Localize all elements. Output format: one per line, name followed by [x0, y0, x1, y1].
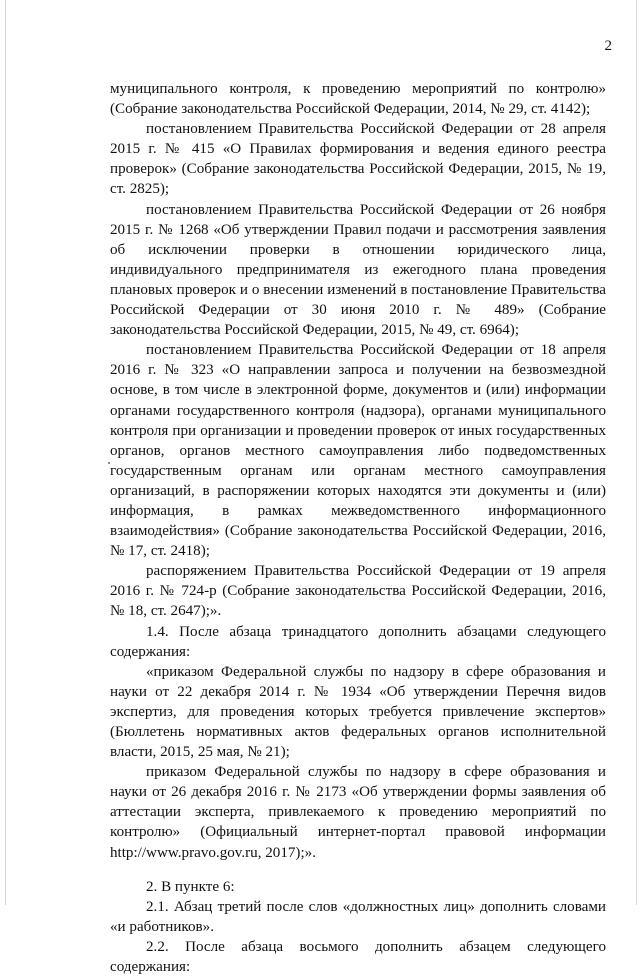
- scan-edge-left: [5, 0, 6, 905]
- paragraph: 1.4. После абзаца тринадцатого дополнить абзацами следующего содержания:: [110, 623, 606, 660]
- paragraph: постановлением Правительства Российской Федерации от 26 ноября 2015 г. № 1268 «Об утверждении Правил подачи и рассмотрения заявления об исключении проверки в отношении юридического лица, индивидуального предпринимателя из ежегодного плана проведения плановых проверок и о внесении изменений в постановление Правительства Российской Федерации от 30 июня 2010 г. № 489» (Собрание законодательства Российской Федерации, 2015, № 49, ст. 6964);: [110, 201, 606, 339]
- paragraph: «приказом Федеральной службы по надзору в сфере образования и науки от 22 декабря 2014 г. № 1934 «Об утверждении Перечня видов экспертиз, для проведения которых требуется привлечение экспертов» (Бюллетень нормативных актов федеральных органов исполнительной власти, 2015, 25 мая, № 21);: [110, 663, 606, 761]
- scan-edge-right: [636, 0, 637, 905]
- paragraph: приказом Федеральной службы по надзору в сфере образования и науки от 26 декабря 2016 г. № 2173 «Об утверждении формы заявления об аттестации эксперта, привлекаемого к проведению мероприятий по контролю» (Официальный интернет-портал правовой информации http://www.pravo.gov.ru, 2017);».: [110, 764, 606, 861]
- page-number: 2: [604, 38, 612, 54]
- paragraph: постановлением Правительства Российской Федерации от 18 апреля 2016 г. № 323 «О направлении запроса и получении на безвозмездной основе, в том числе в электронной форме, документов и (или) информации органами государственного контроля (надзора), органами муниципального контроля при организации и проведении проверок от иных государственных органов, органов местного самоуправления либо подведомственных государственным органам или органам местного самоуправления организаций, в распоряжении которых находятся эти документы и (или) информация, в рамках межведомственного информационного взаимодействия» (Собрание законодательства Российской Федерации, 2016, № 17, ст. 2418);: [110, 342, 606, 560]
- paragraph: 2.2. После абзаца восьмого дополнить абзацем следующего содержания:: [110, 938, 606, 976]
- paragraph: 2.1. Абзац третий после слов «должностных лиц» дополнить словами «и работников».: [110, 898, 606, 935]
- document-body: [110, 79, 606, 977]
- paragraph: 2. В пункте 6:: [146, 878, 235, 895]
- paragraph: муниципального контроля, к проведению мероприятий по контролю» (Собрание законодательства Российской Федерации, 2014, № 29, ст. 4142);: [110, 81, 606, 118]
- paragraph: распоряжением Правительства Российской Федерации от 19 апреля 2016 г. № 724-р (Собрание законодательства Российской Федерации, 2016, № 18, ст. 2647);».: [110, 563, 606, 620]
- paragraph: постановлением Правительства Российской Федерации от 28 апреля 2015 г. № 415 «О Правилах формирования и ведения единого реестра проверок» (Собрание законодательства Российской Федерации, 2015, № 19, ст. 2825);: [110, 121, 606, 198]
